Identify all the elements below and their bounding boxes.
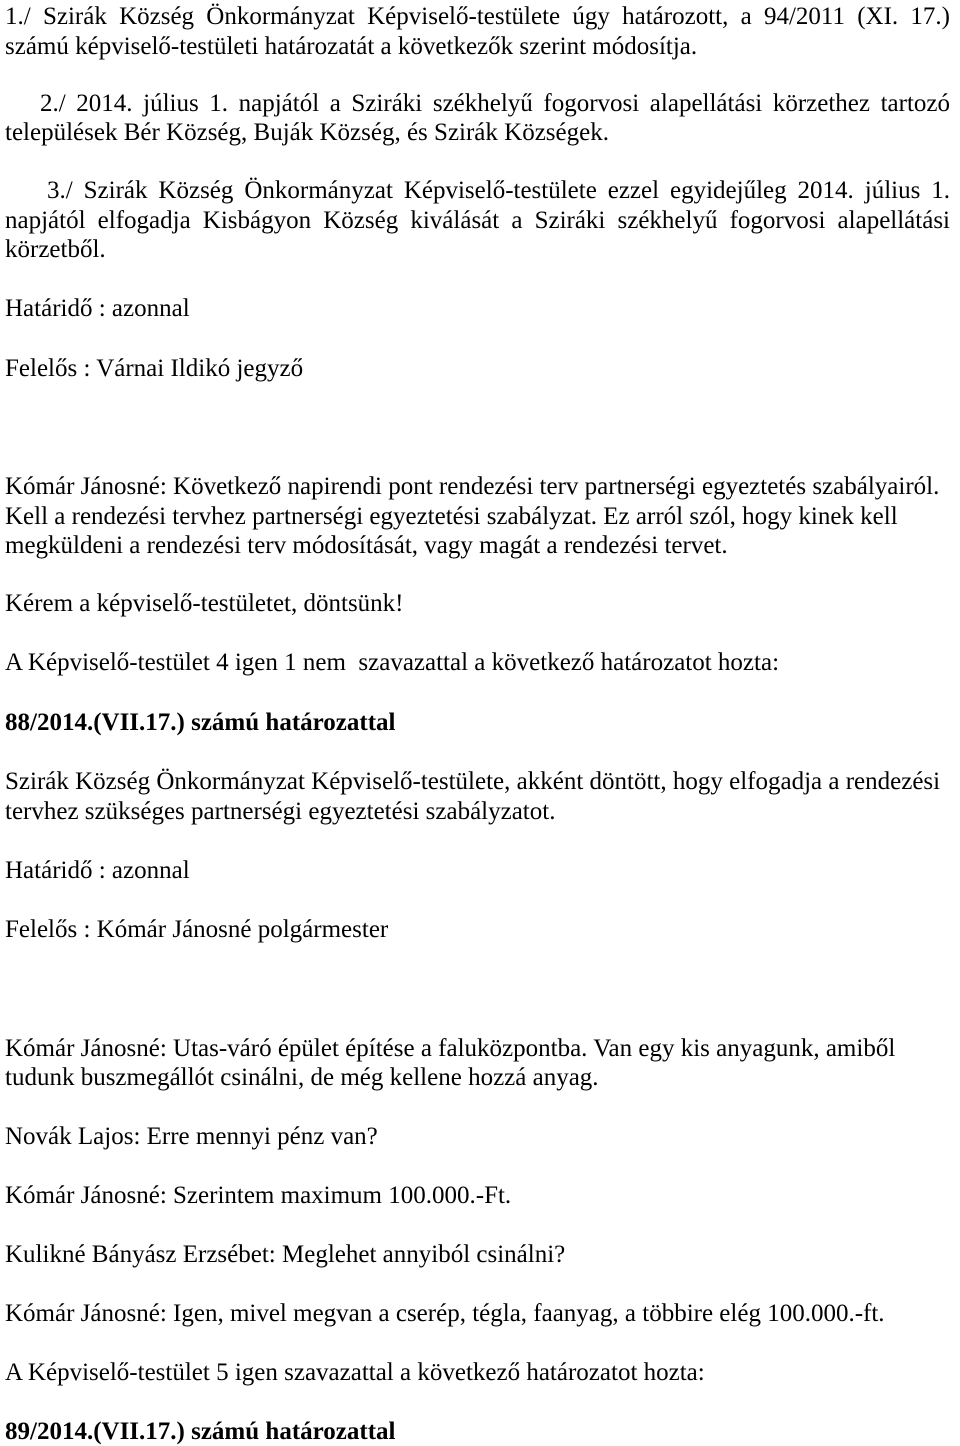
speech-line: Kulikné Bányász Erzsébet: Meglehet annyiból csinálni? — [5, 1241, 566, 1268]
amendment-point-3-line: körzetből. — [5, 236, 106, 263]
vote-statement: A Képviselő-testület 5 igen szavazattal a következő határozatot hozta: — [5, 1359, 705, 1386]
responsible-text: Felelős : Kómár Jánosné polgármester — [5, 916, 389, 943]
amendment-point-2-line: települések Bér Község, Buják Község, és Szirák Községek. — [5, 119, 609, 146]
deadline-text: Határidő : azonnal — [5, 857, 190, 884]
resolution-text-line: Szirák Község Önkormányzat Képviselő-testülete, akként döntött, hogy elfogadja a rendezési — [5, 768, 941, 795]
speech-line: Kómár Jánosné: Szerintem maximum 100.000.-Ft. — [5, 1182, 512, 1209]
speech-line: Kómár Jánosné: Következő napirendi pont rendezési terv partnerségi egyeztetés szabályairól. — [5, 473, 940, 500]
amendment-point-1-line: 1./ Szirák Község Önkormányzat Képviselő-testülete úgy határozott, a 94/2011 (XI. 17.) — [5, 3, 950, 30]
amendment-point-3-line: napjától elfogadja Kisbágyon Község kiválását a Sziráki székhelyű fogorvosi alapellátási — [5, 207, 950, 234]
amendment-point-2-line: 2./ 2014. július 1. napjától a Sziráki székhelyű fogorvosi alapellátási körzethez tartozó — [40, 90, 950, 117]
vote-statement: A Képviselő-testület 4 igen 1 nem szavazattal a következő határozatot hozta: — [5, 649, 780, 676]
resolution-number: 89/2014.(VII.17.) számú határozattal — [5, 1418, 396, 1445]
resolution-text-line: tervhez szükséges partnerségi egyeztetési szabályzatot. — [5, 798, 556, 825]
speech-line: Kómár Jánosné: Igen, mivel megvan a cserép, tégla, faanyag, a többire elég 100.000.-ft. — [5, 1300, 885, 1327]
speech-line: Kómár Jánosné: Utas-váró épület építése a faluközpontba. Van egy kis anyagunk, amiből — [5, 1035, 896, 1062]
request-text: Kérem a képviselő-testületet, döntsünk! — [5, 590, 404, 617]
resolution-number: 88/2014.(VII.17.) számú határozattal — [5, 709, 396, 736]
deadline-text: Határidő : azonnal — [5, 295, 190, 322]
speech-line: Kell a rendezési tervhez partnerségi egyeztetési szabályzat. Ez arról szól, hogy kinek kell — [5, 503, 898, 530]
amendment-point-1-line: számú képviselő-testületi határozatát a következők szerint módosítja. — [5, 33, 698, 60]
amendment-point-3-line: 3./ Szirák Község Önkormányzat Képviselő-testülete ezzel egyidejűleg 2014. július 1. — [47, 177, 950, 204]
responsible-text: Felelős : Várnai Ildikó jegyző — [5, 355, 304, 382]
speech-line: Novák Lajos: Erre mennyi pénz van? — [5, 1123, 378, 1150]
speech-line: tudunk buszmegállót csinálni, de még kellene hozzá anyag. — [5, 1064, 599, 1091]
speech-line: megküldeni a rendezési terv módosítását, vagy magát a rendezési tervet. — [5, 532, 728, 559]
